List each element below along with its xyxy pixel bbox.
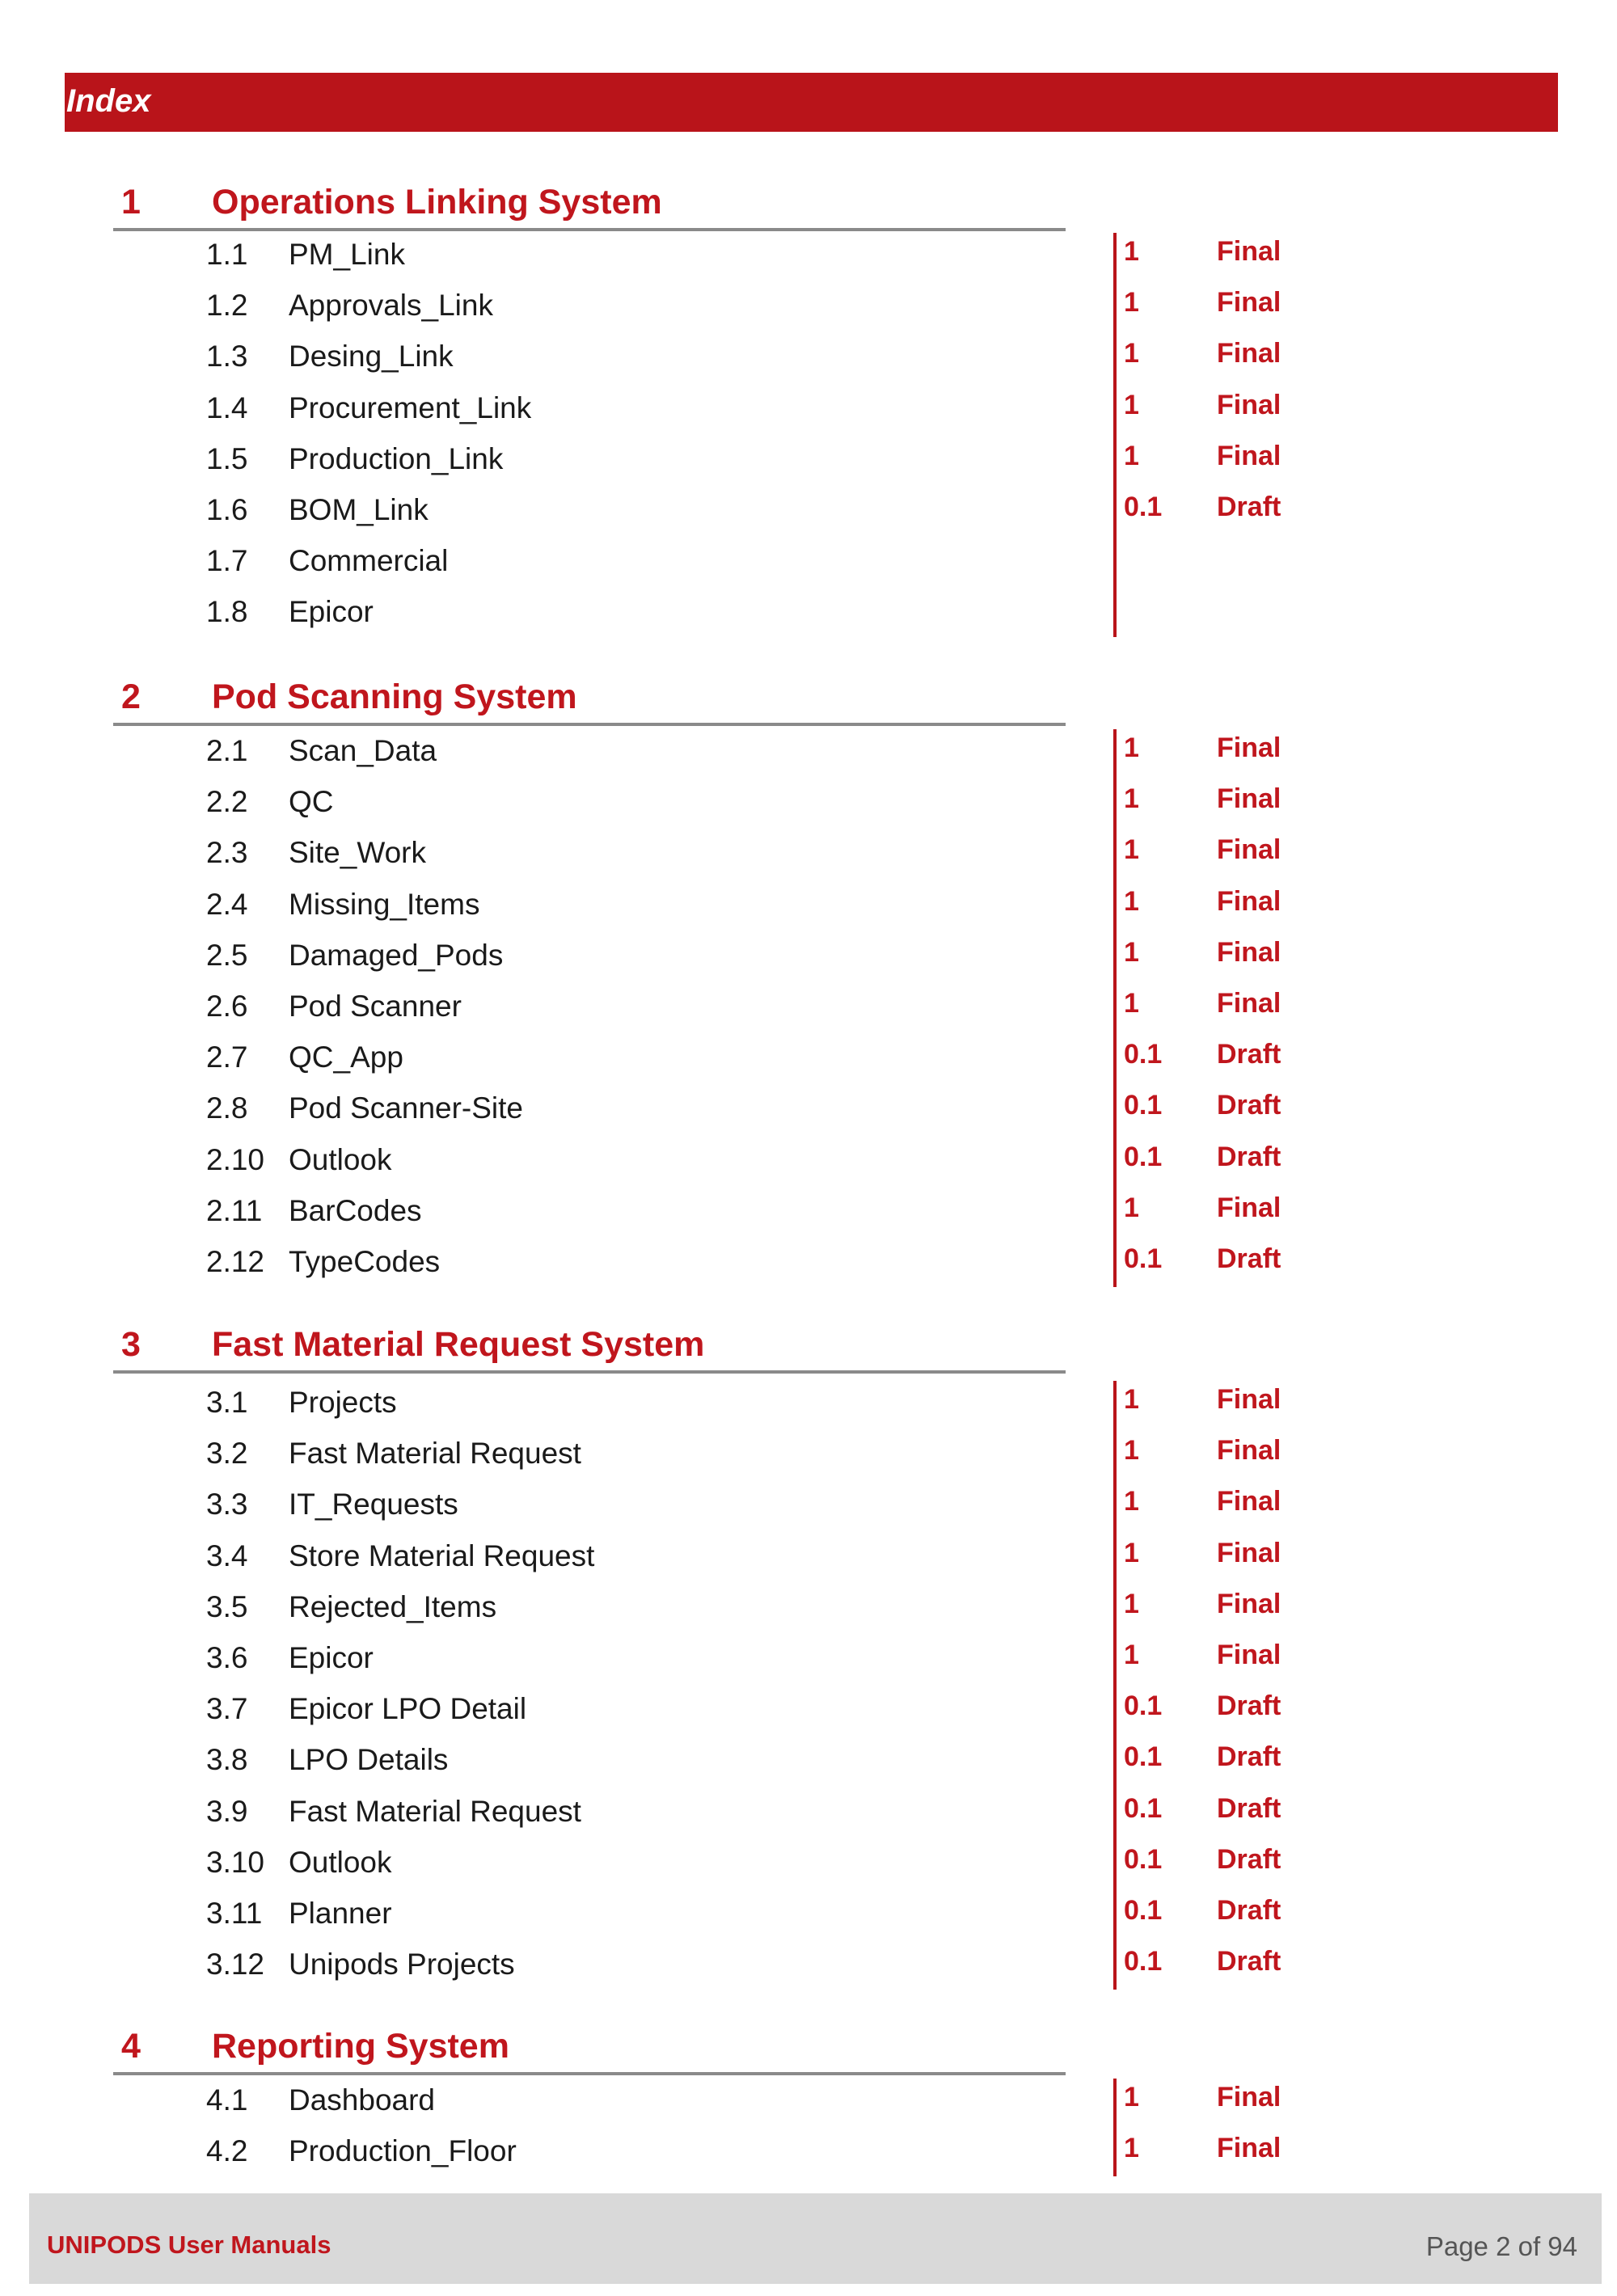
item-label: Damaged_Pods [289,938,504,972]
item-status: Draft [1217,1141,1281,1172]
item-number: 1.4 [206,390,248,424]
item-version: 1 [1124,338,1139,369]
item-version: 1 [1124,988,1139,1019]
item-label: QC [289,785,334,819]
section-title: Reporting System [212,2027,509,2066]
item-number: 3.9 [206,1794,248,1828]
item-number: 2.10 [206,1142,265,1176]
item-number: 3.1 [206,1386,248,1419]
item-number: 2.2 [206,785,248,819]
section-divider [113,1370,1066,1374]
item-number: 3.8 [206,1743,248,1777]
item-status: Final [1217,1588,1281,1619]
item-label: Desing_Link [289,340,454,374]
item-version: 1 [1124,1640,1139,1670]
item-version: 1 [1124,1588,1139,1619]
item-number: 2.3 [206,836,248,870]
page-number: Page 2 of 94 [1425,2231,1577,2261]
item-label: Commercial [289,544,449,578]
item-number: 3.3 [206,1488,248,1522]
item-label: Store Material Request [289,1538,595,1572]
section-title: Fast Material Request System [212,1325,705,1364]
item-status: Draft [1217,1946,1281,1977]
section-title: Pod Scanning System [212,677,577,716]
item-version: 0.1 [1124,1741,1163,1773]
item-number: 1.2 [206,289,248,323]
item-label: Missing_Items [289,887,480,921]
version-column-bar [1113,233,1117,637]
item-label: Fast Material Request [289,1437,581,1471]
item-number: 3.10 [206,1845,265,1879]
item-label: Approvals_Link [289,289,493,323]
item-label: Pod Scanner-Site [289,1091,524,1125]
item-status: Draft [1217,1792,1281,1824]
item-label: Pod Scanner [289,990,462,1023]
item-status: Final [1217,389,1281,420]
item-status: Final [1217,936,1281,968]
item-label: Production_Floor [289,2134,517,2168]
item-version: 1 [1124,885,1139,917]
item-status: Final [1217,783,1281,815]
item-version: 1 [1124,287,1139,319]
item-number: 3.6 [206,1641,248,1674]
item-label: Outlook [289,1845,392,1879]
item-number: 2.1 [206,734,248,767]
item-label: Outlook [289,1142,392,1176]
section-divider [113,2072,1066,2075]
item-version: 1 [1124,1192,1139,1223]
version-column-bar [1113,2079,1117,2176]
item-version: 0.1 [1124,1946,1163,1977]
item-status: Final [1217,1384,1281,1415]
item-status: Final [1217,287,1281,319]
item-version: 1 [1124,1384,1139,1415]
item-status: Final [1217,236,1281,267]
item-status: Final [1217,885,1281,917]
item-version: 1 [1124,236,1139,267]
item-label: Site_Work [289,836,426,870]
section-title: Operations Linking System [212,183,662,222]
item-status: Final [1217,1537,1281,1568]
item-version: 0.1 [1124,1792,1163,1824]
item-version: 1 [1124,2082,1139,2112]
item-label: Epicor [289,1641,374,1674]
item-status: Final [1217,338,1281,369]
section-number: 4 [121,2027,141,2066]
item-version: 1 [1124,783,1139,815]
item-version: 0.1 [1124,1141,1163,1172]
item-status: Final [1217,988,1281,1019]
item-label: IT_Requests [289,1488,458,1522]
version-column-bar [1113,729,1117,1287]
item-status: Draft [1217,1039,1281,1070]
item-label: Procurement_Link [289,390,532,424]
item-number: 1.1 [206,238,248,271]
item-status: Final [1217,2133,1281,2164]
item-number: 2.12 [206,1245,265,1278]
item-status: Final [1217,1640,1281,1670]
item-status: Draft [1217,1243,1281,1274]
item-status: Final [1217,1435,1281,1467]
item-version: 1 [1124,1486,1139,1517]
item-number: 2.4 [206,887,248,921]
item-version: 1 [1124,2133,1139,2164]
item-status: Draft [1217,1741,1281,1773]
section-number: 1 [121,183,141,222]
item-number: 1.3 [206,340,248,374]
item-number: 3.4 [206,1538,248,1572]
item-label: Epicor [289,595,374,629]
item-label: Rejected_Items [289,1589,497,1623]
item-label: Planner [289,1897,392,1930]
section-number: 2 [121,677,141,716]
item-version: 0.1 [1124,1243,1163,1274]
item-version: 1 [1124,834,1139,866]
item-label: Epicor LPO Detail [289,1692,527,1726]
item-number: 3.2 [206,1437,248,1471]
item-label: Production_Link [289,441,504,475]
item-number: 1.5 [206,441,248,475]
item-version: 0.1 [1124,1895,1163,1926]
index-banner [65,73,1558,132]
item-label: TypeCodes [289,1245,441,1278]
item-status: Final [1217,440,1281,471]
item-status: Final [1217,834,1281,866]
item-number: 1.7 [206,544,248,578]
section-divider [113,723,1066,726]
item-number: 2.8 [206,1091,248,1125]
item-version: 0.1 [1124,1690,1163,1722]
item-version: 1 [1124,389,1139,420]
item-number: 3.12 [206,1948,265,1982]
item-status: Final [1217,2082,1281,2112]
item-version: 1 [1124,1435,1139,1467]
footer-title: UNIPODS User Manuals [47,2231,331,2259]
section-divider [113,228,1066,231]
item-number: 2.11 [206,1193,263,1227]
item-number: 4.2 [206,2134,248,2168]
item-label: BOM_Link [289,493,429,526]
item-status: Draft [1217,1843,1281,1875]
item-label: Projects [289,1386,397,1419]
item-status: Draft [1217,492,1281,522]
item-status: Final [1217,1486,1281,1517]
item-number: 3.11 [206,1897,263,1930]
item-number: 3.7 [206,1692,248,1726]
item-version: 0.1 [1124,1090,1163,1121]
item-number: 2.7 [206,1040,248,1074]
item-label: LPO Details [289,1743,449,1777]
item-version: 1 [1124,1537,1139,1568]
section-number: 3 [121,1325,141,1364]
item-status: Draft [1217,1690,1281,1722]
item-version: 0.1 [1124,1843,1163,1875]
item-number: 3.5 [206,1589,248,1623]
item-label: Scan_Data [289,734,437,767]
item-number: 4.1 [206,2083,248,2117]
item-number: 1.6 [206,493,248,526]
item-label: Unipods Projects [289,1948,515,1982]
item-status: Draft [1217,1090,1281,1121]
page-footer [29,2193,1602,2284]
item-status: Draft [1217,1895,1281,1926]
version-column-bar [1113,1381,1117,1990]
item-status: Final [1217,1192,1281,1223]
item-version: 1 [1124,936,1139,968]
item-label: PM_Link [289,238,405,271]
item-number: 2.5 [206,938,248,972]
item-label: Dashboard [289,2083,436,2117]
item-number: 1.8 [206,595,248,629]
index-title: Index [66,83,151,119]
item-label: BarCodes [289,1193,422,1227]
item-version: 1 [1124,440,1139,471]
item-status: Final [1217,732,1281,763]
item-label: QC_App [289,1040,403,1074]
item-version: 1 [1124,732,1139,763]
item-number: 2.6 [206,990,248,1023]
item-version: 0.1 [1124,1039,1163,1070]
item-version: 0.1 [1124,492,1163,522]
item-label: Fast Material Request [289,1794,581,1828]
